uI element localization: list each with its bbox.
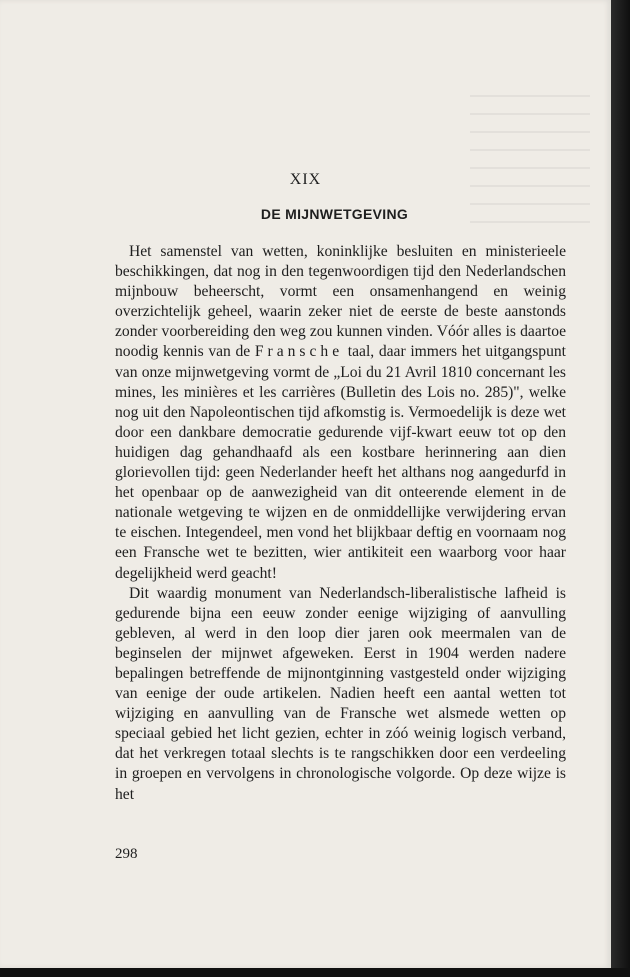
paragraph-2: Dit waardig monument van Nederlandsch-liberalistische lafheid is gedurende bijna een eeuw zonder eenige wijziging of aanvulling gebleven, al werd in den loop dier jaren ook meermalen van de beginselen der mijnwet afgeweken. Eerst in 1904 werden nadere bepalingen betreffende de mijnontginning vastgesteld onder wijziging van eenige der oude artikelen. Nadien heeft een aantal wetten tot wijziging en aanvulling van de Fransche wet alsmede wetten op speciaal gebied het licht gezien, echter in zóó weinig logisch verband, dat het verkregen totaal slechts is te rangschikken door een verdeeling in groepen en vervolgens in chronologische volgorde. Op deze wijze is het: [115, 584, 566, 803]
chapter-title: DE MIJNWETGEVING: [260, 206, 409, 222]
paragraph-1: [115, 242, 566, 584]
chapter-body: [115, 242, 566, 805]
scan-bottom-edge: [0, 968, 630, 977]
book-spine-edge: [611, 0, 630, 977]
paragraph-1-text-end: taal, daar immers het uitgangspunt van onze mijnwetgeving vormt de „Loi du 21 Avril 1810 concernant les mines, les minières et les carrières (Bulletin des Lois no. 285)", welke nog uit den Napoleontischen tijd afkomstig is. Vermoedelijk is deze wet door een dankbare democratie gedurende vijf-kwart eeuw tot op den huidigen dag gehandhaafd als een kostbare herinnering aan dien glorievollen tijd: geen Nederlander heeft het althans nog aangedurfd in het openbaar op de aanwezigheid van dit onteerende element in de nationale wetgeving te wijzen en de onmiddellijke verwijdering ervan te eischen. Integendeel, men vond het blijkbaar deftig en voornaam nog een Fransche wet te bezitten, wier antikiteit een waarborg voor haar degelijkheid werd geacht!: [115, 343, 566, 582]
paragraph-1-text-start: Het samenstel van wetten, koninklijke besluiten en ministerieele beschikkingen, dat nog in den tegenwoordigen tijd den Nederlandschen mijnbouw beheerscht, vormt een onsamenhangend en weinig overzichtelijk geheel, waarin zeker niet de eerste de beste aanstonds zonder voorbereiding den weg zou kunnen vinden. Vóór alles is daartoe noodig kennis van de: [115, 243, 566, 361]
page-number: 298: [115, 846, 138, 862]
chapter-number: XIX: [289, 171, 322, 188]
emphasized-word: Fransche: [254, 343, 344, 361]
